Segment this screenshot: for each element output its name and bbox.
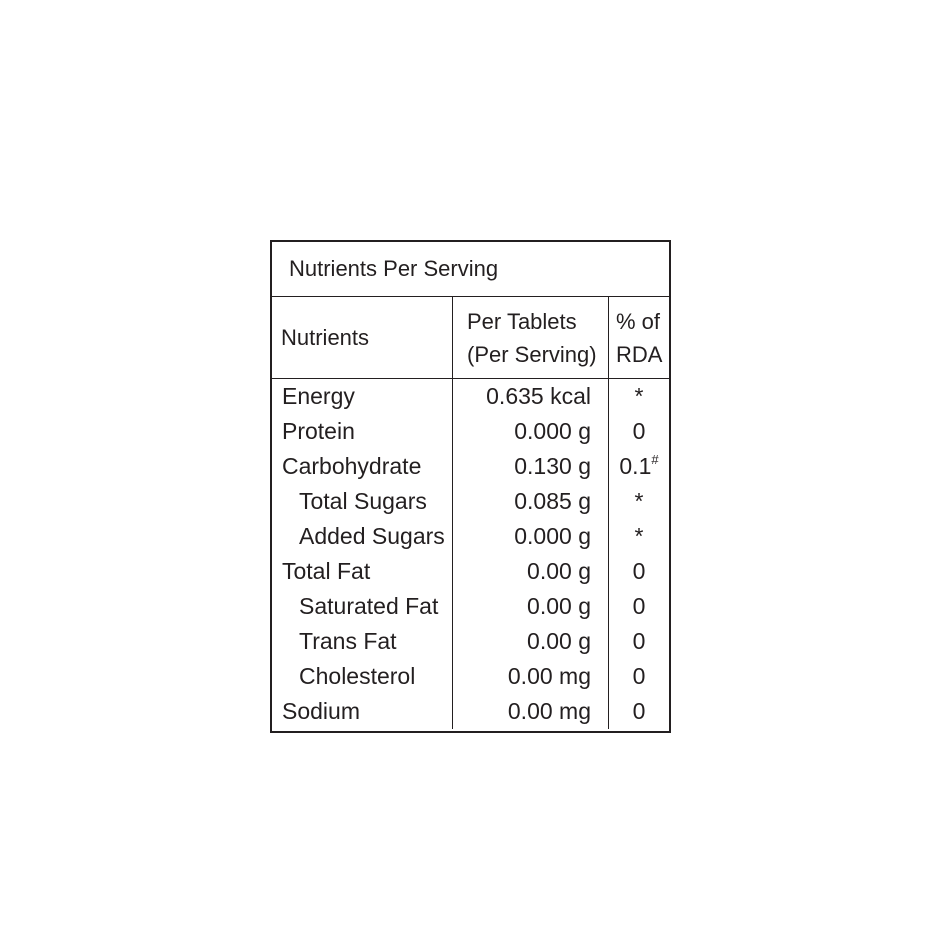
table-row-added-sugars <box>272 519 669 554</box>
table-body <box>272 379 669 729</box>
table-row-sodium <box>272 694 669 729</box>
header-rda <box>608 297 669 378</box>
table-row-trans-fat <box>272 624 669 659</box>
nutrient-rda <box>608 624 669 659</box>
nutrient-rda <box>608 554 669 589</box>
header-per-tablets <box>452 297 608 378</box>
header-per-tablets-line1: Per Tablets <box>467 308 577 334</box>
rda-value: 0 <box>632 628 646 654</box>
table-row-cholesterol <box>272 659 669 694</box>
nutrient-amount: 0.085 g <box>452 484 608 519</box>
rda-value: 0 <box>632 663 646 689</box>
nutrient-amount: 0.00 g <box>452 624 608 659</box>
nutrient-name: Total Sugars <box>299 488 427 514</box>
nutrient-rda <box>608 414 669 449</box>
header-rda-line2: RDA <box>616 341 663 367</box>
nutrient-name: Trans Fat <box>299 628 397 654</box>
header-rda-line1: % of <box>616 308 661 334</box>
table-row-protein <box>272 414 669 449</box>
table-title-row <box>272 242 669 297</box>
nutrient-amount: 0.000 g <box>452 519 608 554</box>
nutrient-rda <box>608 379 669 414</box>
nutrient-name: Sodium <box>282 698 360 724</box>
nutrient-amount: 0.635 kcal <box>452 379 608 414</box>
table-row-carbohydrate <box>272 449 669 484</box>
table-row-saturated-fat <box>272 589 669 624</box>
rda-value: * <box>634 488 644 514</box>
rda-value: 0.1 <box>619 453 652 479</box>
nutrient-rda <box>608 484 669 519</box>
nutrient-name: Added Sugars <box>299 523 445 549</box>
table-row-total-sugars <box>272 484 669 519</box>
nutrient-name: Total Fat <box>282 558 371 584</box>
nutrient-name: Cholesterol <box>299 663 416 689</box>
table-row-total-fat <box>272 554 669 589</box>
nutrient-name: Protein <box>282 418 355 444</box>
nutrient-amount: 0.130 g <box>452 449 608 484</box>
table-header-row <box>272 297 669 379</box>
nutrient-amount: 0.00 g <box>452 589 608 624</box>
table-row-energy <box>272 379 669 414</box>
nutrient-amount: 0.00 mg <box>452 694 608 729</box>
rda-value: * <box>634 523 644 549</box>
nutrient-rda <box>608 659 669 694</box>
header-nutrients <box>272 297 452 378</box>
nutrient-rda <box>608 519 669 554</box>
rda-value: 0 <box>632 593 646 619</box>
rda-value: 0 <box>632 558 646 584</box>
header-nutrients-label: Nutrients <box>281 325 370 350</box>
rda-value: 0 <box>632 698 646 724</box>
nutrient-name: Carbohydrate <box>282 453 422 479</box>
rda-value: * <box>634 383 644 409</box>
nutrient-rda <box>608 589 669 624</box>
rda-value: 0 <box>632 418 646 444</box>
nutrient-amount: 0.000 g <box>452 414 608 449</box>
table-title: Nutrients Per Serving <box>289 256 499 281</box>
nutrition-facts-table <box>270 240 671 733</box>
nutrient-amount: 0.00 mg <box>452 659 608 694</box>
header-per-tablets-line2: (Per Serving) <box>467 341 597 367</box>
nutrient-rda <box>608 694 669 729</box>
nutrient-rda: 0.1 # <box>608 449 669 484</box>
nutrient-name: Saturated Fat <box>299 593 439 619</box>
nutrient-amount: 0.00 g <box>452 554 608 589</box>
nutrient-name: Energy <box>282 383 355 409</box>
